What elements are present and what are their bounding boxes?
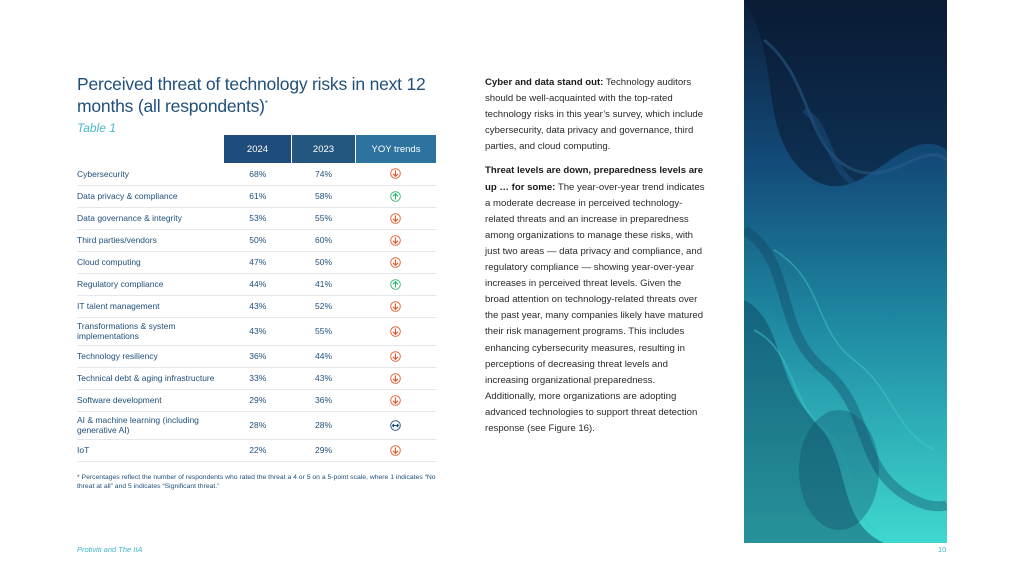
value-2023: 74% (292, 163, 356, 185)
value-2023: 55% (292, 207, 356, 229)
table-row (77, 229, 436, 251)
paragraph-cyber (485, 75, 707, 155)
row-label: Third parties/vendors (77, 229, 224, 251)
row-label: Technology resiliency (77, 345, 224, 367)
arrow-up-circle-icon (390, 279, 401, 290)
value-2023: 43% (292, 367, 356, 389)
footnote: * Percentages reflect the number of respondents who rated the threat a 4 or 5 on a 5-point scale, where 1 indicates “No threat at all” and 5 indicates “Significant threat.” (77, 474, 436, 490)
value-2024: 28% (224, 411, 292, 439)
threat-table (77, 135, 436, 462)
header-blank (77, 135, 224, 163)
footer-publisher: Protiviti and The IIA (77, 545, 143, 554)
value-2023: 55% (292, 317, 356, 345)
table-row (77, 251, 436, 273)
arrow-left-right-circle-icon (390, 420, 401, 431)
value-2023: 58% (292, 185, 356, 207)
arrow-down-circle-icon (390, 301, 401, 312)
decorative-gradient-art (744, 0, 947, 543)
value-2023: 52% (292, 295, 356, 317)
arrow-down-circle-icon (390, 235, 401, 246)
row-label: IoT (77, 439, 224, 461)
trend-cell (356, 185, 437, 207)
row-label: Transformations & system implementations (77, 317, 224, 345)
trend-cell (356, 345, 437, 367)
trend-cell (356, 273, 437, 295)
row-label: Technical debt & aging infrastructure (77, 367, 224, 389)
table-subtitle: Table 1 (77, 121, 116, 135)
trend-cell (356, 439, 437, 461)
row-label: Cybersecurity (77, 163, 224, 185)
arrow-down-circle-icon (390, 445, 401, 456)
value-2023: 60% (292, 229, 356, 251)
row-label: Data governance & integrity (77, 207, 224, 229)
header-yoy-trends: YOY trends (356, 135, 437, 163)
trend-cell (356, 411, 437, 439)
paragraph-cyber-text: Technology auditors should be well-acquainted with the top-rated technology risks in this year’s survey, which include cybersecurity, data privacy and governance, third parties, and cloud computing. (485, 77, 704, 153)
table-row (77, 317, 436, 345)
table-row (77, 273, 436, 295)
trend-cell (356, 367, 437, 389)
arrow-down-circle-icon (390, 257, 401, 268)
paragraph-threat-lead: Threat levels are down, preparedness levels are up … for some: (485, 165, 704, 193)
row-label: Data privacy & compliance (77, 185, 224, 207)
table-row (77, 185, 436, 207)
trend-cell (356, 207, 437, 229)
table-row (77, 367, 436, 389)
trend-cell (356, 389, 437, 411)
value-2023: 29% (292, 439, 356, 461)
paragraph-cyber-lead: Cyber and data stand out: (485, 77, 604, 88)
table-row (77, 389, 436, 411)
value-2024: 22% (224, 439, 292, 461)
table-row (77, 207, 436, 229)
arrow-down-circle-icon (390, 373, 401, 384)
value-2024: 43% (224, 317, 292, 345)
value-2023: 50% (292, 251, 356, 273)
row-label: Regulatory compliance (77, 273, 224, 295)
value-2024: 68% (224, 163, 292, 185)
value-2023: 44% (292, 345, 356, 367)
value-2023: 36% (292, 389, 356, 411)
value-2024: 53% (224, 207, 292, 229)
row-label: Cloud computing (77, 251, 224, 273)
trend-cell (356, 251, 437, 273)
body-text (485, 75, 707, 445)
row-label: AI & machine learning (including generative AI) (77, 411, 224, 439)
trend-cell (356, 295, 437, 317)
table-row (77, 439, 436, 461)
arrow-down-circle-icon (390, 213, 401, 224)
arrow-up-circle-icon (390, 191, 401, 202)
table-row (77, 345, 436, 367)
trend-cell (356, 163, 437, 185)
arrow-down-circle-icon (390, 395, 401, 406)
page-number: 10 (938, 545, 947, 554)
arrow-down-circle-icon (390, 326, 401, 337)
header-2024: 2024 (224, 135, 292, 163)
table-row (77, 163, 436, 185)
value-2024: 29% (224, 389, 292, 411)
value-2024: 47% (224, 251, 292, 273)
value-2024: 44% (224, 273, 292, 295)
arrow-down-circle-icon (390, 351, 401, 362)
paragraph-threat-levels (485, 163, 707, 437)
value-2024: 43% (224, 295, 292, 317)
table-row (77, 295, 436, 317)
arrow-down-circle-icon (390, 168, 401, 179)
trend-cell (356, 229, 437, 251)
header-2023: 2023 (292, 135, 356, 163)
paragraph-threat-text: The year-over-year trend indicates a moderate decrease in perceived technology-related threats and an increase in preparedness among organizations to manage these risks, with just two areas — data privacy and compliance, and regulatory compliance — showing year-over-year increases in perceived threat levels. Given the broad attention on technology-related threats over the past year, many companies likely have matured their risk management programs. This includes enhancing cybersecurity measures, resulting in perceptions of decreasing threat levels and increasing organizational preparedness. Additionally, more organizations are adopting advanced technologies to support threat detection response (see Figure 16). (485, 181, 705, 434)
value-2024: 61% (224, 185, 292, 207)
table-title: Perceived threat of technology risks in next 12 months (all respondents)* (77, 74, 426, 116)
title-footnote-marker: * (264, 99, 268, 108)
value-2024: 36% (224, 345, 292, 367)
value-2023: 28% (292, 411, 356, 439)
value-2023: 41% (292, 273, 356, 295)
table-row (77, 411, 436, 439)
value-2024: 33% (224, 367, 292, 389)
row-label: IT talent management (77, 295, 224, 317)
row-label: Software development (77, 389, 224, 411)
value-2024: 50% (224, 229, 292, 251)
trend-cell (356, 317, 437, 345)
